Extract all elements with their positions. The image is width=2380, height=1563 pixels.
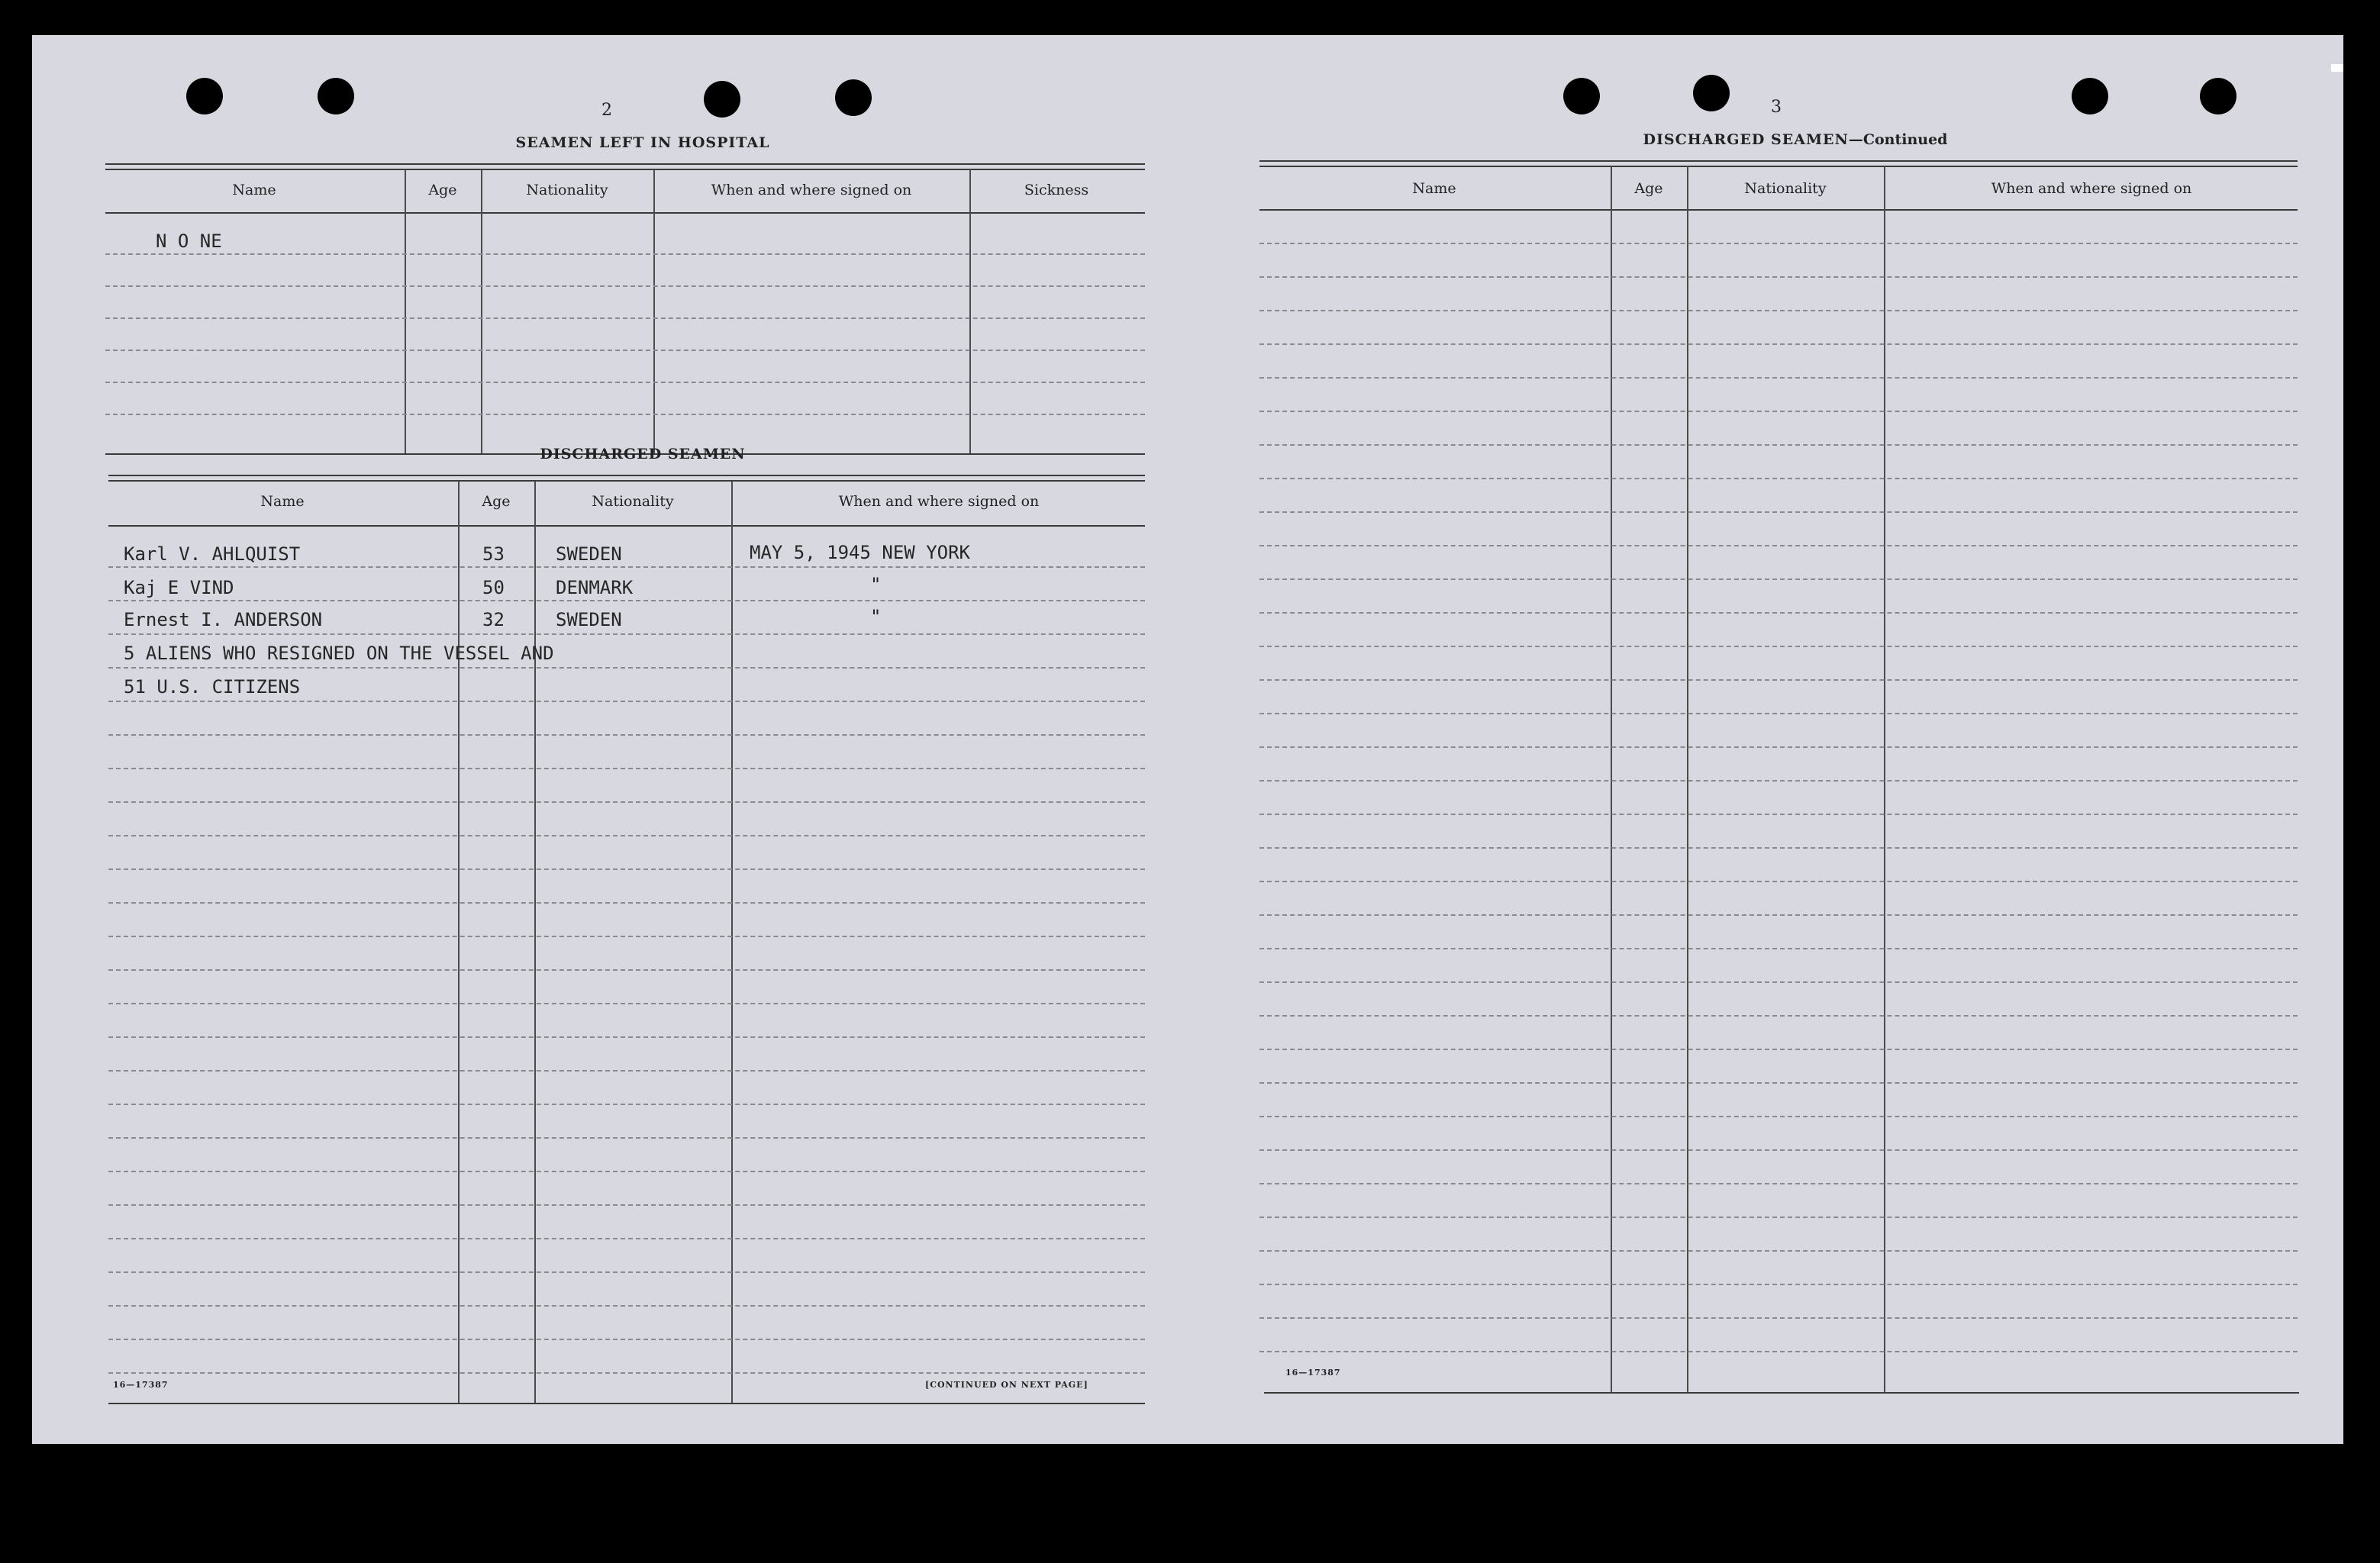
page-number: 3 [1771, 98, 1782, 117]
form-number: 16—17387 [1285, 1368, 1341, 1378]
seaman-name: Karl V. AHLQUIST [124, 543, 301, 565]
corner-mark [2331, 64, 2343, 72]
column-header-nationality: Nationality [592, 493, 674, 510]
column-header-age: Age [1634, 180, 1663, 197]
hospital-entry: N O NE [156, 230, 222, 252]
summary-note: 51 U.S. CITIZENS [124, 676, 301, 698]
document-spread [32, 35, 2343, 1444]
seaman-age: 53 [482, 543, 505, 565]
seaman-signed-on: " [870, 606, 882, 627]
section-title-discharged-continued [1604, 131, 1986, 148]
column-header-nationality: Nationality [526, 182, 608, 198]
binder-hole [318, 78, 354, 114]
column-header-nationality: Nationality [1744, 180, 1827, 197]
title-suffix: —Continued [1848, 131, 1948, 148]
column-header-signed-on: When and where signed on [711, 182, 912, 198]
column-header-name: Name [260, 493, 305, 510]
column-header-age: Age [482, 493, 511, 510]
binder-hole [2200, 78, 2236, 114]
column-header-name: Name [1412, 180, 1456, 197]
seaman-nationality: SWEDEN [556, 543, 622, 565]
binder-hole [1563, 78, 1600, 114]
binder-hole [835, 79, 872, 116]
seaman-age: 50 [482, 577, 505, 598]
title-text: DISCHARGED SEAMEN [1643, 131, 1849, 148]
binder-hole [1693, 75, 1730, 111]
column-header-name: Name [232, 182, 276, 198]
seaman-nationality: SWEDEN [556, 609, 622, 630]
summary-note: 5 ALIENS WHO RESIGNED ON THE VESSEL AND [124, 643, 554, 664]
section-title-discharged: DISCHARGED SEAMEN [540, 446, 746, 462]
seaman-signed-on: " [870, 574, 882, 595]
column-header-signed-on: When and where signed on [1991, 180, 2192, 197]
seaman-name: Kaj E VIND [124, 577, 234, 598]
continued-note: [CONTINUED ON NEXT PAGE] [925, 1380, 1088, 1390]
column-header-sickness: Sickness [1024, 182, 1089, 198]
binder-hole [186, 78, 223, 114]
binder-hole [2072, 78, 2108, 114]
seaman-nationality: DENMARK [556, 577, 634, 598]
seaman-signed-on: MAY 5, 1945 NEW YORK [750, 542, 970, 563]
column-header-age: Age [428, 182, 457, 198]
seaman-name: Ernest I. ANDERSON [124, 609, 323, 630]
binder-hole [704, 81, 740, 118]
page-number: 2 [601, 101, 612, 120]
column-header-signed-on: When and where signed on [838, 493, 1040, 510]
section-title-hospital: SEAMEN LEFT IN HOSPITAL [515, 134, 770, 151]
form-number: 16—17387 [113, 1380, 169, 1390]
seaman-age: 32 [482, 609, 505, 630]
